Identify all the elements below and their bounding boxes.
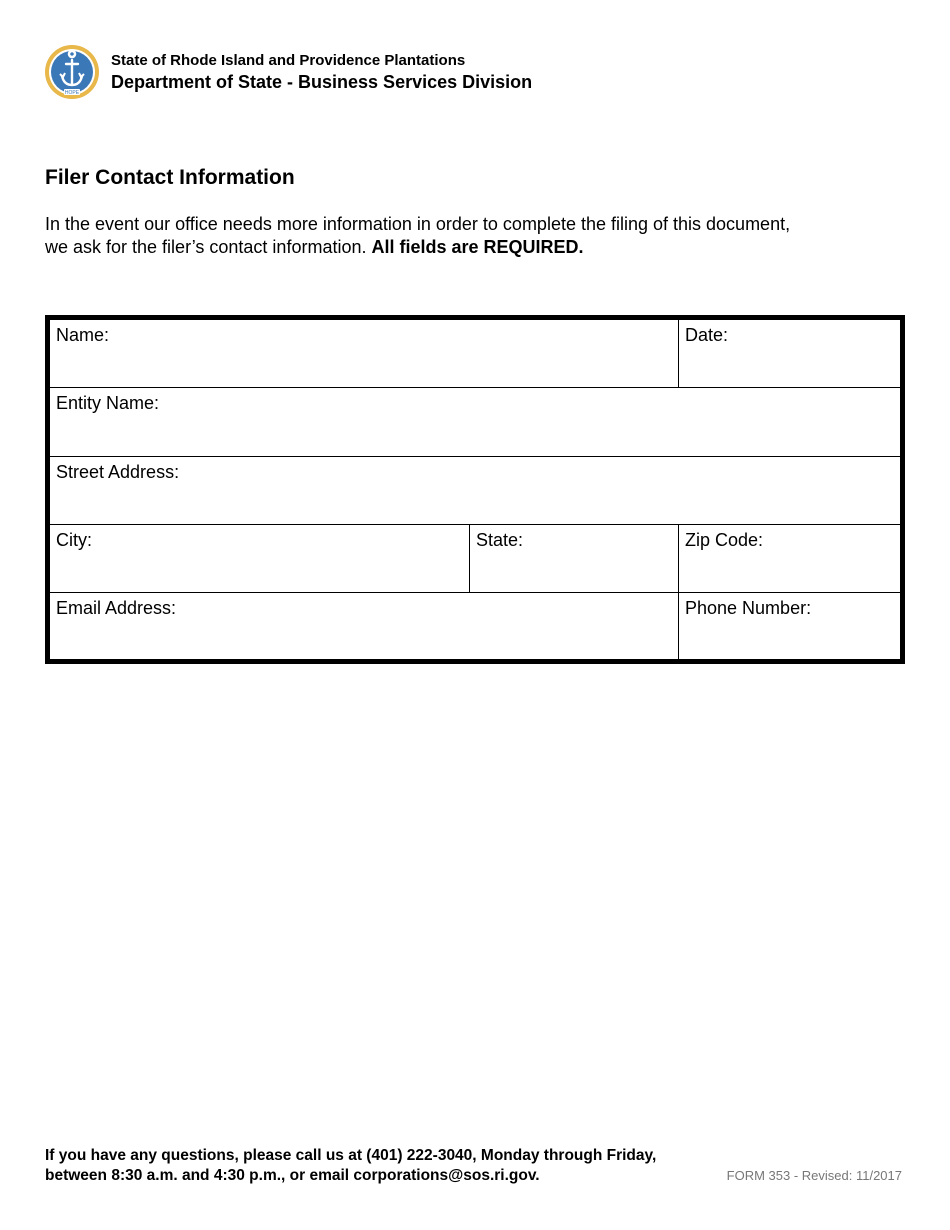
email-address-field[interactable]: [50, 593, 678, 659]
zip-code-label: Zip Code:: [685, 530, 764, 550]
email-address-label: Email Address:: [56, 598, 177, 618]
city-label: City:: [56, 530, 92, 550]
footer-line-2: between 8:30 a.m. and 4:30 p.m., or email corporations@sos.ri.gov.: [45, 1167, 540, 1184]
form-row-entity: [50, 388, 900, 456]
section-title: Filer Contact Information: [45, 166, 295, 189]
form-row-name-date: [50, 320, 900, 388]
required-notice: All fields are REQUIRED.: [371, 237, 584, 257]
date-label: Date:: [685, 325, 729, 345]
name-field[interactable]: [50, 320, 678, 388]
department-name-line: Department of State - Business Services Division: [111, 72, 533, 92]
zip-code-field[interactable]: [678, 525, 900, 593]
date-field[interactable]: [678, 320, 900, 388]
intro-paragraph: [45, 213, 805, 259]
footer-line-1: If you have any questions, please call us at (401) 222-3040, Monday through Friday,: [45, 1147, 657, 1164]
intro-text: In the event our office needs more information in order to complete the filing of this document, we ask for the filer’s contact information.: [45, 214, 791, 257]
entity-name-label: Entity Name:: [56, 393, 160, 413]
form-number: FORM 353 - Revised: 11/2017: [726, 1168, 902, 1183]
svg-text:HOPE: HOPE: [64, 90, 80, 96]
contact-form-table: [45, 315, 905, 664]
form-row-email-phone: [50, 593, 900, 659]
form-row-street: [50, 457, 900, 525]
street-address-label: Street Address:: [56, 462, 180, 482]
state-name-line: State of Rhode Island and Providence Plantations: [111, 52, 466, 69]
form-row-city-state-zip: [50, 525, 900, 593]
state-field[interactable]: [469, 525, 678, 593]
phone-number-label: Phone Number:: [685, 598, 812, 618]
state-seal-logo: [44, 44, 100, 100]
footer-contact-note: [45, 1146, 725, 1186]
phone-number-field[interactable]: [678, 593, 900, 659]
state-label: State:: [476, 530, 524, 550]
entity-name-field[interactable]: [50, 388, 900, 456]
city-field[interactable]: [50, 525, 469, 593]
street-address-field[interactable]: [50, 457, 900, 525]
name-label: Name:: [56, 325, 110, 345]
